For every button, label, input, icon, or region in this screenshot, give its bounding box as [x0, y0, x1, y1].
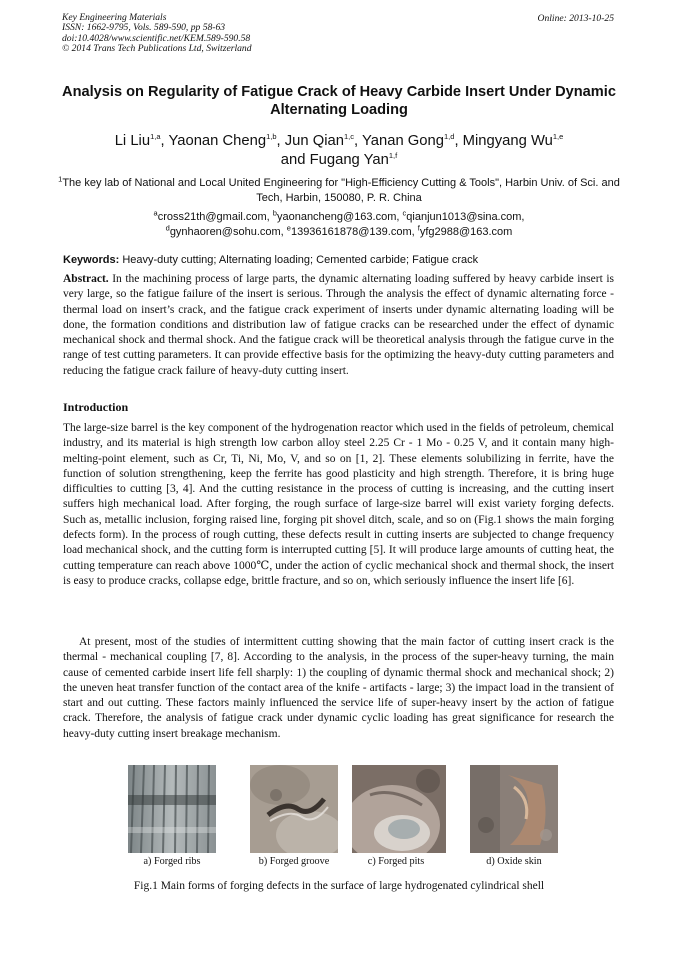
figure-panel-c: [352, 765, 446, 867]
oxide-skin-photo: [470, 765, 558, 853]
paper-title: Analysis on Regularity of Fatigue Crack of Heavy Carbide Insert Under Dynamic Alternating Loading: [62, 84, 616, 118]
affiliation: $^1$The key lab of National and Local United Engineering for "High-Efficiency Cutting & Tools", Harbin Univ. of Sci. and Tech, Harbin, 150080, P. R. China: [58, 174, 620, 204]
copyright-line: © 2014 Trans Tech Publications Ltd, Switzerland: [62, 43, 252, 55]
author: Mingyang Wu$^{1,e}$: [462, 132, 564, 149]
figure-caption: Fig.1 Main forms of forging defects in the surface of large hydrogenated cylindrical shell: [133, 880, 545, 892]
email[interactable]: $^b$yaonancheng@163.com: [272, 208, 397, 223]
figure-panel-caption: b) Forged groove: [258, 856, 330, 867]
figure-panel-a: [128, 765, 216, 867]
author: Yanan Gong$^{1,d}$: [362, 132, 455, 149]
issn-line: ISSN: 1662-9795, Vols. 589-590, pp 58-63: [62, 22, 226, 34]
email[interactable]: $^d$gynhaoren@sohu.com: [165, 223, 281, 238]
author: Li Liu$^{1,a}$: [114, 132, 161, 149]
abstract: [63, 272, 614, 379]
author-list: Li Liu$^{1,a}$, Yaonan Cheng$^{1,b}$, Jun Qian$^{1,c}$, Yanan Gong$^{1,d}$, Mingyang Wu$^{1,e}$ and Fugang Yan$^{1,f}$: [114, 132, 564, 168]
figure-panel-d: [470, 765, 558, 867]
figure-panel-caption: c) Forged pits: [367, 856, 425, 867]
intro-paragraph-1: The large-size barrel is the key component of the hydrogenation reactor which used in the fields of petroleum, chemical industry, and its material is high strength low carbon alloy steel 2.25 Cr - 1 Mo - 0.25 V, and it contain many high-melting-point element, such as Cr, Ti, Ni, Mo, V, and so on [1, 2]. These elements solubilizing in ferrite, have the function of solution strengthening, keep the ferrite has good plasticity and high strength. Therefore, it is bring huge difficulties to cutting [3, 4]. And the cutting resistance in the process of cutting is increasing, and the cutting insert suffers high mechanical load. After forging, the rough surface of large-size barrel will exist variety forging defects. Such as, metallic inclusion, forging raised line, forging pit shovel ditch, scale, and so on (Fig.1 shows the main forging defects form). In the process of rough cutting, these defects result in cutting inserts are subjected to change frequency load mechanical shock, and the cutting form is interrupted cutting [5]. It will produce large amounts of cutting heat, the cutting temperature can reach above 1000℃, under the action of cyclic mechanical shock and thermal shock, the insert is easy to produce cracks, collapse edge, brittle fracture, and so on, which seriously influence the insert life [6].: [63, 422, 614, 587]
email[interactable]: $^e$13936161878@139.com: [286, 223, 412, 238]
abstract-label: Abstract.: [63, 273, 109, 285]
section-heading-introduction: Introduction: [63, 400, 129, 414]
email[interactable]: $^a$cross21th@gmail.com: [153, 208, 267, 223]
author: Fugang Yan$^{1,f}$: [309, 151, 398, 168]
figure-panel-b: [250, 765, 338, 867]
figure-panel-caption: d) Oxide skin: [486, 856, 542, 867]
keywords-text: Heavy-duty cutting; Alternating loading; Cemented carbide; Fatigue crack: [122, 254, 479, 266]
keywords: [63, 253, 615, 267]
keywords-label: Keywords:: [63, 254, 120, 266]
journal-name: Key Engineering Materials: [62, 12, 167, 23]
author: Jun Qian$^{1,c}$: [284, 132, 355, 149]
forged-groove-photo: [250, 765, 338, 853]
email[interactable]: $^c$qianjun1013@sina.com: [402, 208, 522, 223]
email[interactable]: $^f$yfg2988@163.com: [417, 223, 513, 238]
forged-ribs-photo: [128, 765, 216, 853]
doi-line[interactable]: doi:10.4028/www.scientific.net/KEM.589-590.58: [62, 32, 251, 44]
abstract-text: In the machining process of large parts, the dynamic alternating loading suffered by heavy carbide insert is very large, so the fatigue failure of the insert is serious. Through the analysis the effect of dynamic alternating force - thermal load on insert’s crack, and the fatigue crack experiment of inserts under dynamic alternating loading will be done, the formation conditions and distribution law of fatigue cracks can be researched under the effect of dynamic mechanical shock and thermal shock. And the fatigue crack will be theoretical analysis through the fatigue curve in the range of test cutting parameters. It can provide effective basis for the optimizing the heavy-duty cutting parameters and reducing the fatigue crack failure of heavy-duty cutting insert.: [63, 273, 614, 377]
forged-pits-photo: [352, 765, 446, 853]
figure-panel-caption: a) Forged ribs: [143, 856, 201, 867]
intro-paragraph-2: At present, most of the studies of intermittent cutting showing that the main factor of cutting insert crack is the thermal - mechanical coupling [7, 8]. According to the analysis, in the process of the super-heavy turning, the main cause of cemented carbide insert life fell sharply: 1) the coupling of dynamic thermal shock and mechanical shock; 2) the uneven heat transfer function of the contact area of the knife - artifacts - large; 3) the impact load in the transient of start and out cutting. These factors mainly influenced the service life of super-heavy insert by the action of fatigue crack. Therefore, the analysis of fatigue crack under dynamic cyclic loading has great significance for research the heavy-duty cutting insert breakage mechanism.: [63, 636, 614, 740]
online-date: Online: 2013-10-25: [537, 13, 614, 24]
journal-header: [62, 13, 252, 55]
author: Yaonan Cheng$^{1,b}$: [168, 132, 277, 149]
email-list: $^a$cross21th@gmail.com, $^b$yaonancheng@163.com, $^c$qianjun1013@sina.com, $^d$gynhaoren@sohu.com, $^e$13936161878@139.com, $^f$yfg2988@163.com: [153, 208, 525, 238]
